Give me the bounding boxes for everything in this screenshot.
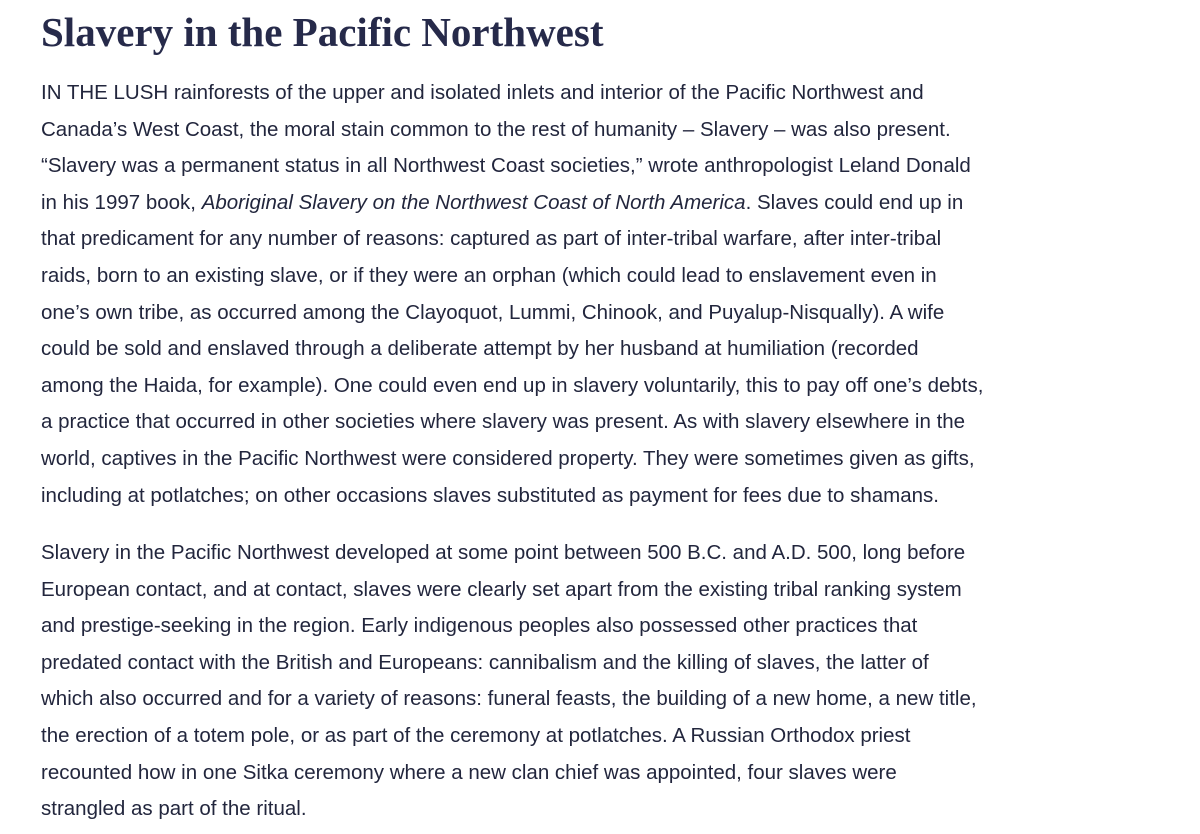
paragraph-line [41, 185, 1171, 222]
paragraph-line: the erection of a totem pole, or as part of the ceremony at potlatches. A Russian Orthodox priest [41, 723, 911, 747]
line-text: in his 1997 book, [41, 190, 202, 214]
paragraph-line: predated contact with the British and Europeans: cannibalism and the killing of slaves, the latter of [41, 650, 929, 674]
paragraph-line: a practice that occurred in other societies where slavery was present. As with slavery elsewhere in the [41, 410, 966, 434]
paragraph-line: and prestige-seeking in the region. Early indigenous peoples also possessed other practices that [41, 614, 918, 638]
paragraph-line: Canada’s West Coast, the moral stain common to the rest of humanity – Slavery – was also present. [41, 117, 951, 141]
paragraph-line: IN THE LUSH rainforests of the upper and isolated inlets and interior of the Pacific Northwest and [41, 81, 924, 104]
paragraph-line: strangled as part of the ritual. [41, 797, 307, 821]
paragraph-1 [41, 75, 1171, 514]
book-title: Aboriginal Slavery on the Northwest Coast of North America [201, 190, 746, 214]
paragraph-2 [41, 535, 1171, 828]
paragraph-line: among the Haida, for example). One could even end up in slavery voluntarily, this to pay off one’s debts, [41, 373, 984, 397]
paragraph-line: which also occurred and for a variety of reasons: funeral feasts, the building of a new home, a new title, [41, 687, 977, 711]
article-title: Slavery in the Pacific Northwest [41, 9, 604, 55]
paragraph-line: one’s own tribe, as occurred among the Clayoquot, Lummi, Chinook, and Puyalup-Nisqually). A wife [41, 300, 945, 324]
line-text: . Slaves could end up in [745, 190, 964, 214]
paragraph-line: European contact, and at contact, slaves were clearly set apart from the existing tribal ranking system [41, 577, 962, 601]
paragraph-line: recounted how in one Sitka ceremony where a new clan chief was appointed, four slaves were [41, 760, 897, 784]
paragraph-line: could be sold and enslaved through a deliberate attempt by her husband at humiliation (recorded [41, 337, 919, 361]
paragraph-line: raids, born to an existing slave, or if they were an orphan (which could lead to enslavement even in [41, 263, 937, 287]
paragraph-line: world, captives in the Pacific Northwest were considered property. They were sometimes given as gifts, [41, 446, 975, 470]
paragraph-line: “Slavery was a permanent status in all Northwest Coast societies,” wrote anthropologist Leland Donald [41, 154, 971, 178]
paragraph-line: Slavery in the Pacific Northwest developed at some point between 500 B.C. and A.D. 500, long before [41, 541, 966, 564]
paragraph-line: including at potlatches; on other occasions slaves substituted as payment for fees due to shamans. [41, 483, 939, 507]
paragraph-line: that predicament for any number of reasons: captured as part of inter-tribal warfare, after inter-tribal [41, 227, 942, 251]
